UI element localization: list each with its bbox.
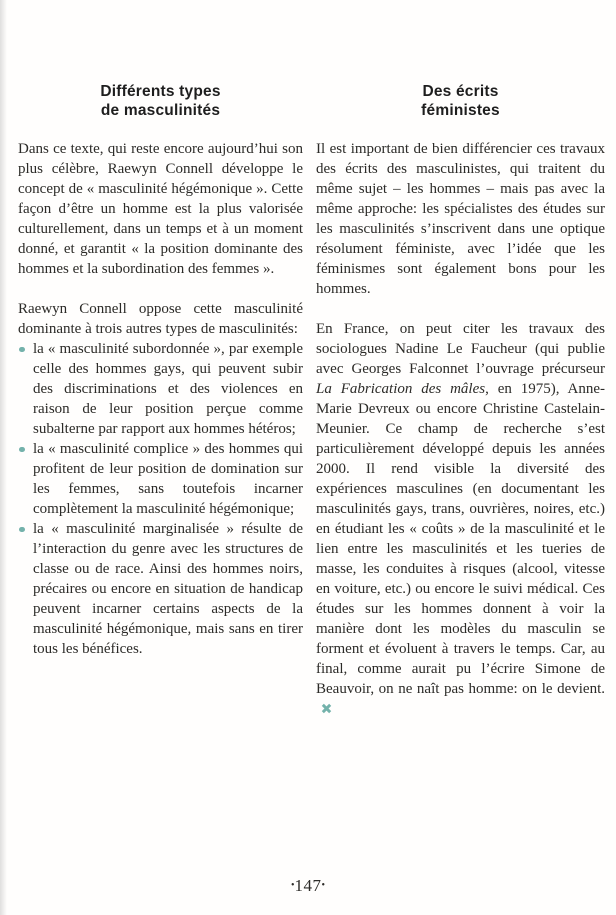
page-number-dot: • [321,880,326,891]
list-item [18,519,303,659]
list-item-text: la « masculinité complice » des hommes qui profitent de leur position de domination sur les femmes, sans toutefois incarner complètement la masculinité hégémonique; [33,441,303,517]
list-item-text: la « masculinité subordonnée », par exemple celle des hommes gays, qui peuvent subir des discriminations et des violences en raison de leur position perçue comme subalterne par rapport aux hommes hétéros; [33,341,303,437]
bullet-dot-icon [19,347,25,353]
right-column-body [316,139,605,719]
paragraph-text: , en 1975), Anne-Marie Devreux ou encore Christine Castelain-Meunier. Ce champ de recherche s’est particulièrement développé depuis les années 2000. Il rend visible la diversité des expériences masculines (en documentant les masculinités gays, trans, ouvrières, noires, etc.) en étudiant les « coûts » de la masculinité et le lien entre les masculinités et les tueries de masse, les conduites à risques (alcool, vitesse en voiture, etc.) ou encore le suivi médical. Ces études sur les hommes donnent à voir la manière dont les modèles du masculin se forment et évoluent à travers le temps. Car, au final, comme aurait pu l’écrire Simone de Beauvoir, on ne naît pas homme: on le devient. [316,381,605,697]
list-item [18,439,303,519]
paragraph [316,319,605,719]
article-end-x-icon [321,703,332,714]
heading-line-2: de masculinités [100,101,221,119]
page-number-value: 147 [294,876,322,895]
heading-line-1: Différents types [100,83,221,100]
section-heading-right [316,83,605,120]
page-number-dot: • [290,880,295,891]
heading-line-1: Des écrits [422,83,499,100]
book-title: La Fabrication des mâles [316,381,486,397]
bullet-dot-icon [19,447,25,453]
paragraph: Raewyn Connell oppose cette masculinité dominante à trois autres types de masculinités: [18,301,303,337]
masculinity-types-list [18,339,303,659]
paragraph: Il est important de bien différencier ces travaux des écrits des masculinistes, qui traitent du même sujet – les hommes – mais pas avec la même approche: les spécialistes des études sur les masculinités s’inscrivent dans une optique résolument féministe, avec l’idée que les féminismes sont également bons pour les hommes. [316,141,605,297]
list-item [18,339,303,439]
two-column-layout [18,83,605,739]
page-number [0,876,616,896]
column-differents-types [18,83,303,739]
paragraph: Dans ce texte, qui reste encore aujourd’hui son plus célèbre, Raewyn Connell développe le concept de « masculinité hégémonique ». Cette façon d’être un homme est la plus valorisée culturellement, dans un temps et à un moment donné, et garantit « la position dominante des hommes et la subordination des femmes ». [18,141,303,277]
left-column-body [18,139,303,659]
paragraph-text: En France, on peut citer les travaux des sociologues Nadine Le Faucheur (qui publie avec Georges Falconnet l’ouvrage précurseur [316,321,605,377]
bullet-dot-icon [19,527,25,533]
heading-line-2: féministes [421,101,500,119]
page-left-edge-shadow [0,0,7,915]
section-heading-left [18,83,303,120]
list-item-text: la « masculinité marginalisée » résulte de l’interaction du genre avec les structures de classe ou de race. Ainsi des hommes noirs, précaires ou encore en situation de handicap peuvent incarner certains aspects de la masculinité hégémonique, mais sans en tirer tous les bénéfices. [33,521,303,657]
column-ecrits-feministes [316,83,605,739]
